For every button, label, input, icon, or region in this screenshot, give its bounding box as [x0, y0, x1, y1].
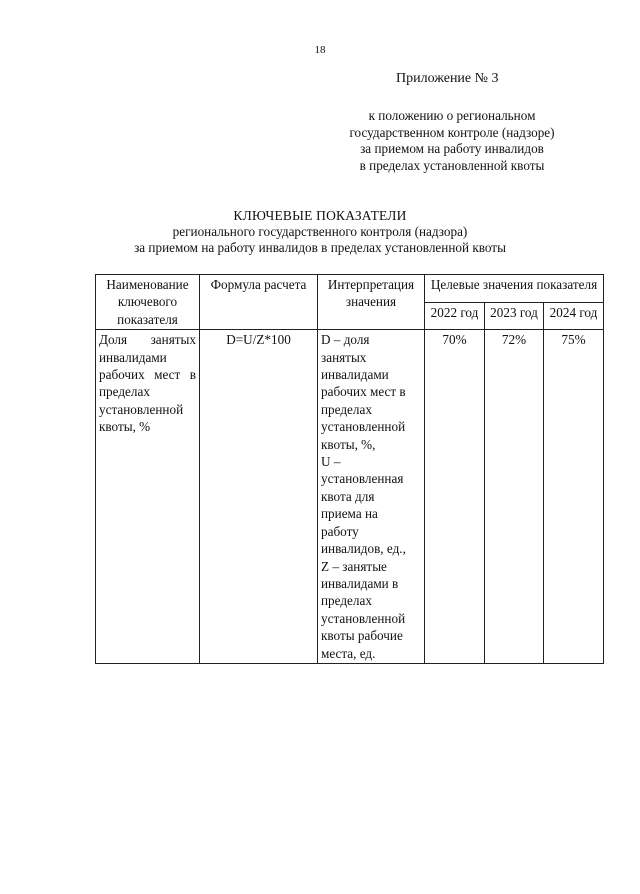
interpretation-line: места, ед. — [321, 645, 376, 661]
appendix-line: государственном контроле (надзоре) — [349, 124, 555, 140]
interpretation-line: пределах — [321, 401, 372, 417]
interpretation-line: Z – занятые — [321, 558, 387, 574]
interpretation-line: квоты рабочие — [321, 628, 403, 644]
appendix-line: к положению о региональном — [368, 108, 536, 123]
page-number: 18 — [314, 44, 326, 56]
appendix-title: Приложение № 3 — [396, 71, 499, 86]
header-year-2022: 2022 год — [425, 302, 485, 330]
appendix-line: в пределах установленной квоты — [359, 157, 545, 173]
interpretation-line: пределах — [321, 593, 372, 609]
header-indicator-name: Наименование ключевого показателя — [96, 275, 200, 330]
interpretation-line: установленной — [321, 419, 406, 435]
interpretation-line: установленной — [321, 610, 406, 626]
interpretation-line: инвалидами в — [321, 575, 399, 591]
target-value-2023: 72% — [485, 330, 544, 664]
header-target-values: Целевые значения показателя — [425, 275, 604, 303]
interpretation-line: D – доля — [321, 332, 370, 348]
interpretation-line: установленная — [321, 471, 404, 487]
interpretation-line: квоты, %, — [321, 436, 376, 452]
heading-subtitle-line: регионального государственного контроля (надзора) — [172, 224, 468, 239]
interpretation-cell — [318, 330, 425, 664]
appendix-line: за приемом на работу инвалидов — [360, 141, 544, 156]
header-year-2024: 2024 год — [544, 302, 604, 330]
table-row — [96, 330, 604, 664]
interpretation-line: квота для — [321, 488, 375, 504]
header-year-2023: 2023 год — [485, 302, 544, 330]
target-value-2024: 75% — [544, 330, 604, 664]
interpretation-line: работу — [321, 523, 359, 539]
interpretation-line: инвалидов, ед., — [321, 541, 406, 557]
interpretation-line: рабочих мест в — [321, 384, 406, 400]
table-header-row — [96, 275, 604, 303]
formula-cell: D=U/Z*100 — [200, 330, 318, 664]
interpretation-line: U – — [321, 454, 341, 470]
header-formula: Формула расчета — [200, 275, 318, 330]
interpretation-line: приема на — [321, 506, 378, 522]
interpretation-line: инвалидами — [321, 367, 389, 383]
header-interpretation: Интерпретация значения — [318, 275, 425, 330]
target-value-2022: 70% — [425, 330, 485, 664]
document-heading — [0, 208, 640, 256]
heading-title: КЛЮЧЕВЫЕ ПОКАЗАТЕЛИ — [233, 208, 407, 223]
indicator-name-cell: Доля занятых инвалидами рабочих мест в пределах установленной квоты, % — [96, 330, 200, 664]
key-indicators-table — [95, 274, 604, 664]
heading-subtitle-line: за приемом на работу инвалидов в пределах установленной квоты — [134, 240, 506, 255]
interpretation-line: занятых — [321, 349, 367, 365]
appendix-reference — [318, 108, 586, 174]
